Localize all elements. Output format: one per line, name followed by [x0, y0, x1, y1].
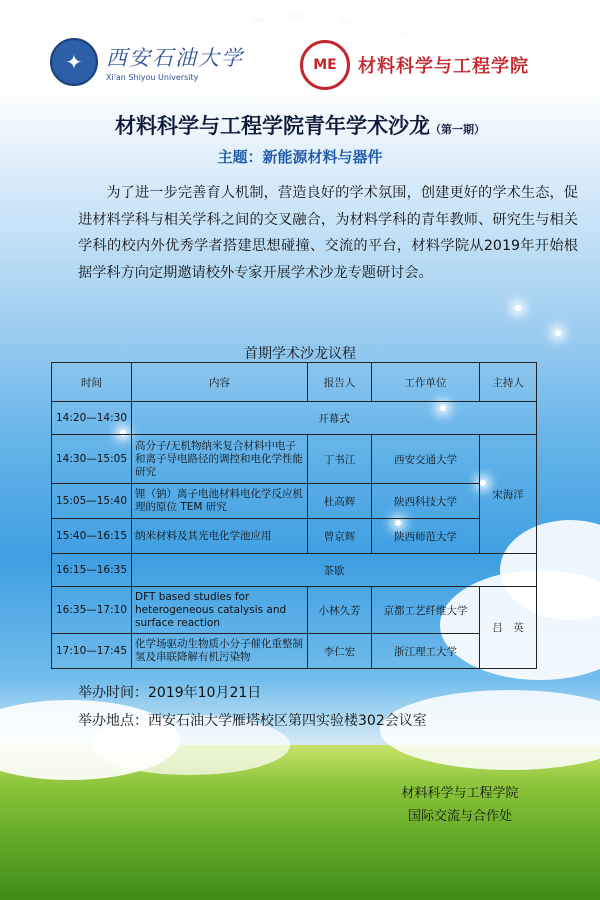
- column-header: 报告人: [308, 363, 372, 402]
- content-cell: 化学场驱动生物质小分子催化重整制氢及串联降解有机污染物: [132, 634, 308, 669]
- column-header: 主持人: [480, 363, 537, 402]
- university-name-cn: 西安石油大学: [106, 46, 244, 70]
- unit-cell: 浙江理工大学: [372, 634, 480, 669]
- event-place: 举办地点：西安石油大学雁塔校区第四实验楼302会议室: [78, 713, 427, 729]
- university-logo: [50, 38, 244, 86]
- content-cell: 纳米材料及其光电化学池应用: [132, 519, 308, 554]
- speaker-cell: 李仁宏: [308, 634, 372, 669]
- agenda-table: [51, 362, 537, 669]
- time-cell: 15:05—15:40: [52, 484, 132, 519]
- host-cell: 宋海洋: [480, 435, 537, 554]
- sparkle-decoration: [515, 305, 521, 311]
- event-cell: 茶歇: [132, 554, 537, 587]
- university-name-en: Xi'an Shiyou University: [106, 73, 199, 82]
- table-row: [52, 484, 537, 519]
- page-title: [0, 110, 600, 140]
- speaker-cell: 小林久芳: [308, 587, 372, 634]
- title-main: 材料科学与工程学院青年学术沙龙: [115, 114, 430, 138]
- time-cell: 15:40—16:15: [52, 519, 132, 554]
- column-header: 时间: [52, 363, 132, 402]
- content-cell: 锂（钠）离子电池材料电化学反应机理的原位 TEM 研究: [132, 484, 308, 519]
- school-badge-icon: ME: [300, 40, 350, 90]
- unit-cell: 陕西科技大学: [372, 484, 480, 519]
- time-cell: 17:10—17:45: [52, 634, 132, 669]
- speaker-cell: 杜高辉: [308, 484, 372, 519]
- school-logo: [300, 40, 529, 90]
- unit-cell: 陕西师范大学: [372, 519, 480, 554]
- host-cell: 吕 英: [480, 587, 537, 669]
- school-name: 材料科学与工程学院: [358, 56, 529, 77]
- table-row: [52, 402, 537, 435]
- bird-icon: ︶: [252, 17, 266, 33]
- event-cell: 开幕式: [132, 402, 537, 435]
- bird-icon: ︶: [398, 30, 411, 44]
- bird-icon: ︶: [285, 12, 303, 33]
- time-cell: 14:30—15:05: [52, 435, 132, 484]
- content-cell: 高分子/无机物纳米复合材料中电子和离子导电路径的调控和电化学性能研究: [132, 435, 308, 484]
- table-row: [52, 554, 537, 587]
- table-row: [52, 435, 537, 484]
- unit-cell: 京都工艺纤维大学: [372, 587, 480, 634]
- table-row: [52, 587, 537, 634]
- unit-cell: 西安交通大学: [372, 435, 480, 484]
- organizer-1: 材料科学与工程学院: [401, 786, 519, 801]
- table-row: [52, 519, 537, 554]
- title-issue: （第一期）: [430, 123, 485, 136]
- intro-paragraph: 为了进一步完善育人机制，营造良好的学术氛围，创建更好的学术生态，促进材料学科与相关学科之间的交叉融合，为材料学科的青年教师、研究生与相关学科的校内外优秀学者搭建思想碰撞、交流的平台，材料学院从2019年开始根据学科方向定期邀请校外专家开展学术沙龙专题研讨会。: [78, 185, 578, 281]
- speaker-cell: 丁书江: [308, 435, 372, 484]
- theme-subtitle: 主题：新能源材料与器件: [217, 148, 383, 166]
- time-cell: 16:35—17:10: [52, 587, 132, 634]
- speaker-cell: 曾京辉: [308, 519, 372, 554]
- agenda-title: 首期学术沙龙议程: [244, 346, 356, 362]
- content-cell: DFT based studies for heterogeneous catalysis and surface reaction: [132, 587, 308, 634]
- time-cell: 16:15—16:35: [52, 554, 132, 587]
- column-header: 工作单位: [372, 363, 480, 402]
- event-time: 举办时间：2019年10月21日: [78, 685, 262, 701]
- sparkle-decoration: [555, 330, 561, 336]
- university-seal-icon: ✦: [50, 38, 98, 86]
- bird-icon: ︶: [340, 19, 354, 35]
- column-header: 内容: [132, 363, 308, 402]
- organizer-2: 国际交流与合作处: [407, 809, 512, 824]
- table-row: [52, 634, 537, 669]
- time-cell: 14:20—14:30: [52, 402, 132, 435]
- table-header-row: [52, 363, 537, 402]
